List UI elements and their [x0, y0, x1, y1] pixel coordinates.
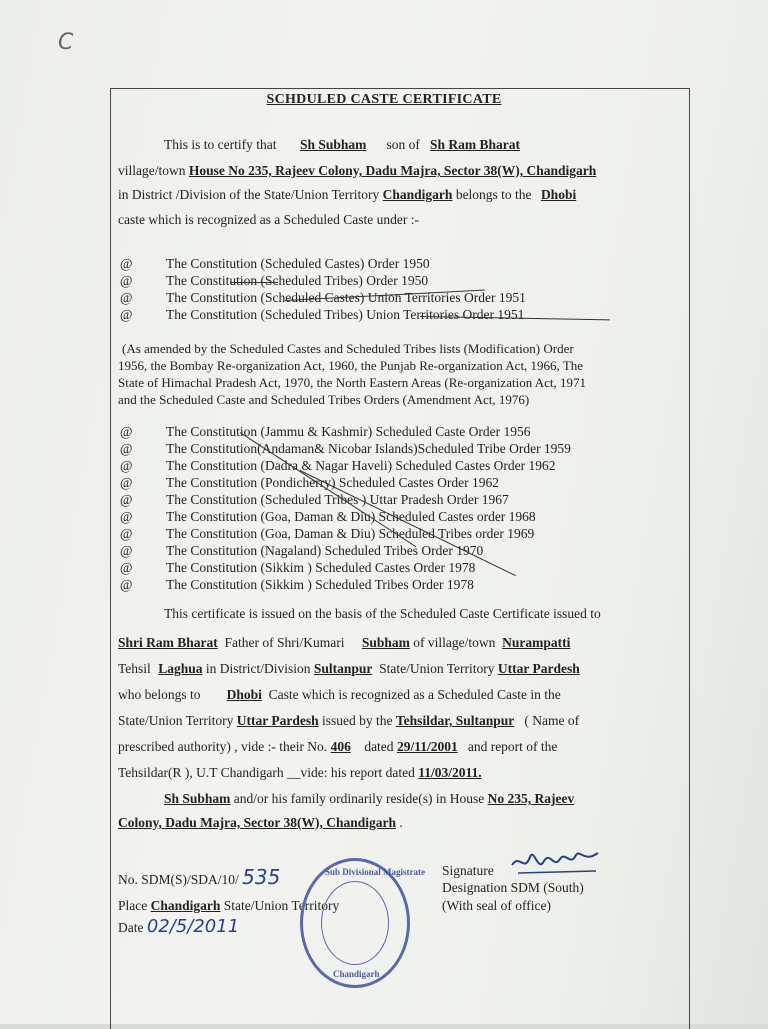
- place-text: State/Union Territory: [223, 898, 340, 913]
- date-line: [118, 916, 239, 937]
- candidate-name: Sh Subham: [299, 137, 367, 152]
- caste-name: Dhobi: [226, 687, 262, 702]
- order-item: The Constitution (Scheduled Castes) Union Territories Order 1951: [166, 290, 526, 305]
- strike-mark: [230, 282, 278, 283]
- intro-line-1: [164, 137, 520, 153]
- margin-mark: C: [58, 30, 74, 55]
- bullet: @: [120, 290, 133, 305]
- union-territory: Chandigarh: [382, 187, 453, 202]
- basis-text: Tehsildar(R ), U.T Chandigarh __vide: his report dated: [118, 765, 415, 780]
- basis-line-1: This certificate is issued on the basis of the Scheduled Caste Certificate issued to: [164, 606, 601, 621]
- seal-note: (With seal of office): [442, 898, 552, 913]
- basis-text: .: [399, 815, 403, 830]
- report-date: 11/03/2011.: [418, 765, 482, 780]
- signature-scribble: [510, 843, 600, 883]
- date-label: Date: [118, 920, 144, 935]
- bullet: @: [120, 458, 133, 473]
- seal-inner-ring: [321, 881, 389, 965]
- basis-line-4: [118, 687, 561, 703]
- basis-text: prescribed authority) , vide :- their No.: [118, 739, 328, 754]
- house-address: Colony, Dadu Majra, Sector 38(W), Chandigarh: [118, 815, 397, 830]
- amended-line: State of Himachal Pradesh Act, 1970, the North Eastern Areas (Re-organization Act, 1971: [118, 375, 586, 390]
- tehsil: Laghua: [158, 661, 203, 676]
- designation: Designation SDM (South): [442, 880, 584, 895]
- bullet: @: [120, 256, 133, 271]
- house-address: No 235, Rajeev: [487, 791, 575, 806]
- issuer-subject-name: Subham: [361, 635, 410, 650]
- intro-line-4: caste which is recognized as a Scheduled Caste under :-: [118, 212, 420, 227]
- basis-text: Caste which is recognized as a Scheduled Caste in the: [268, 687, 561, 702]
- candidate-address: House No 235, Rajeev Colony, Dadu Majra, Sector 38(W), Chandigarh: [188, 163, 597, 178]
- village: Nurampatti: [502, 635, 571, 650]
- basis-text: of village/town: [413, 635, 496, 650]
- order-item: The Constitution (Scheduled Tribes) Order 1950: [166, 273, 429, 288]
- basis-text: in District/Division: [205, 661, 311, 676]
- basis-text: State/Union Territory: [379, 661, 495, 676]
- basis-text: Tehsil: [118, 661, 151, 676]
- basis-text: issued by the: [322, 713, 393, 728]
- intro-line-2: [118, 163, 596, 179]
- father-name: Sh Ram Bharat: [430, 137, 521, 152]
- seal-text: Sub Divisional Magistrate: [325, 867, 426, 877]
- bullet: @: [120, 577, 133, 592]
- order-item: The Constitution (Nagaland) Scheduled Tribes Order 1970: [166, 543, 484, 558]
- amended-line: (As amended by the Scheduled Castes and Scheduled Tribes lists (Modification) Order: [122, 341, 574, 356]
- seal-text: Chandigarh: [333, 969, 380, 979]
- order-item: The Constitution (Goa, Daman & Diu) Scheduled Tribes order 1969: [166, 526, 535, 541]
- prescribed-authority: Tehsildar, Sultanpur: [395, 713, 515, 728]
- intro-text: son of: [386, 137, 420, 152]
- issuer-father-name: Shri Ram Bharat: [118, 635, 218, 650]
- bullet: @: [120, 441, 133, 456]
- number-label: No. SDM(S)/SDA/10/: [118, 872, 239, 887]
- order-item: The Constitution (Sikkim ) Scheduled Tribes Order 1978: [166, 577, 474, 592]
- state: Uttar Pardesh: [236, 713, 319, 728]
- bullet: @: [120, 273, 133, 288]
- intro-text: belongs to the: [455, 187, 532, 202]
- bullet: @: [120, 424, 133, 439]
- certificate-title: SCHDULED CASTE CERTIFICATE: [266, 92, 502, 107]
- order-item: The Constitution (Scheduled Castes) Order 1950: [166, 256, 430, 271]
- amended-line: and the Scheduled Caste and Scheduled Tribes Orders (Amendment Act, 1976): [118, 392, 530, 407]
- order-item: The Constitution (Pondicherry) Scheduled Castes Order 1962: [166, 475, 499, 490]
- place-label: Place: [118, 898, 148, 913]
- basis-text: State/Union Territory: [118, 713, 234, 728]
- certificate-number: [118, 865, 280, 889]
- basis-text: ( Name of: [524, 713, 580, 728]
- handwritten-number: 535: [242, 865, 281, 889]
- bullet: @: [120, 475, 133, 490]
- basis-line-7: [118, 765, 482, 781]
- bullet: @: [120, 560, 133, 575]
- basis-line-2: [118, 635, 570, 651]
- order-item: The Constitution (Scheduled Tribes) Union Territories Order 1951: [166, 307, 525, 322]
- candidate-name: Sh Subham: [164, 791, 231, 806]
- basis-line-8: [164, 791, 574, 807]
- intro-line-3: [118, 187, 576, 203]
- office-seal: [300, 858, 426, 988]
- bullet: @: [120, 509, 133, 524]
- district: Sultanpur: [313, 661, 373, 676]
- intro-text: village/town: [118, 163, 186, 178]
- handwritten-date: 02/5/2011: [146, 916, 240, 937]
- caste-name: Dhobi: [540, 187, 577, 202]
- basis-line-9: [118, 815, 403, 831]
- bullet: @: [120, 526, 133, 541]
- basis-text: dated: [364, 739, 394, 754]
- intro-text: in District /Division of the State/Union Territory: [118, 187, 380, 202]
- intro-text: This is to certify that: [164, 137, 277, 152]
- signature-label: Signature: [442, 863, 494, 878]
- order-item: The Constitution (Goa, Daman & Diu) Scheduled Castes order 1968: [166, 509, 536, 524]
- order-item: The Constitution (Dadra & Nagar Haveli) Scheduled Castes Order 1962: [166, 458, 556, 473]
- basis-text: Father of Shri/Kumari: [224, 635, 345, 650]
- amended-line: 1956, the Bombay Re-organization Act, 1960, the Punjab Re-organization Act, 1966, The: [118, 358, 584, 373]
- basis-line-6: [118, 739, 557, 755]
- place-value: Chandigarh: [150, 898, 221, 913]
- bullet: @: [120, 543, 133, 558]
- basis-text: who belongs to: [118, 687, 201, 702]
- order-item: The Constitution (Jammu & Kashmir) Scheduled Caste Order 1956: [166, 424, 531, 439]
- bullet: @: [120, 307, 133, 322]
- state: Uttar Pardesh: [497, 661, 580, 676]
- basis-text: and report of the: [467, 739, 558, 754]
- basis-line-5: [118, 713, 579, 729]
- bullet: @: [120, 492, 133, 507]
- reference-number: 406: [330, 739, 351, 754]
- order-item: The Constitution(Andaman& Nicobar Islands)Scheduled Tribe Order 1959: [166, 441, 571, 456]
- reference-date: 29/11/2001: [396, 739, 458, 754]
- basis-text: and/or his family ordinarily reside(s) in House: [233, 791, 485, 806]
- order-item: The Constitution (Scheduled Tribes ) Uttar Pradesh Order 1967: [166, 492, 509, 507]
- basis-line-3: [118, 661, 580, 677]
- order-item: The Constitution (Sikkim ) Scheduled Castes Order 1978: [166, 560, 476, 575]
